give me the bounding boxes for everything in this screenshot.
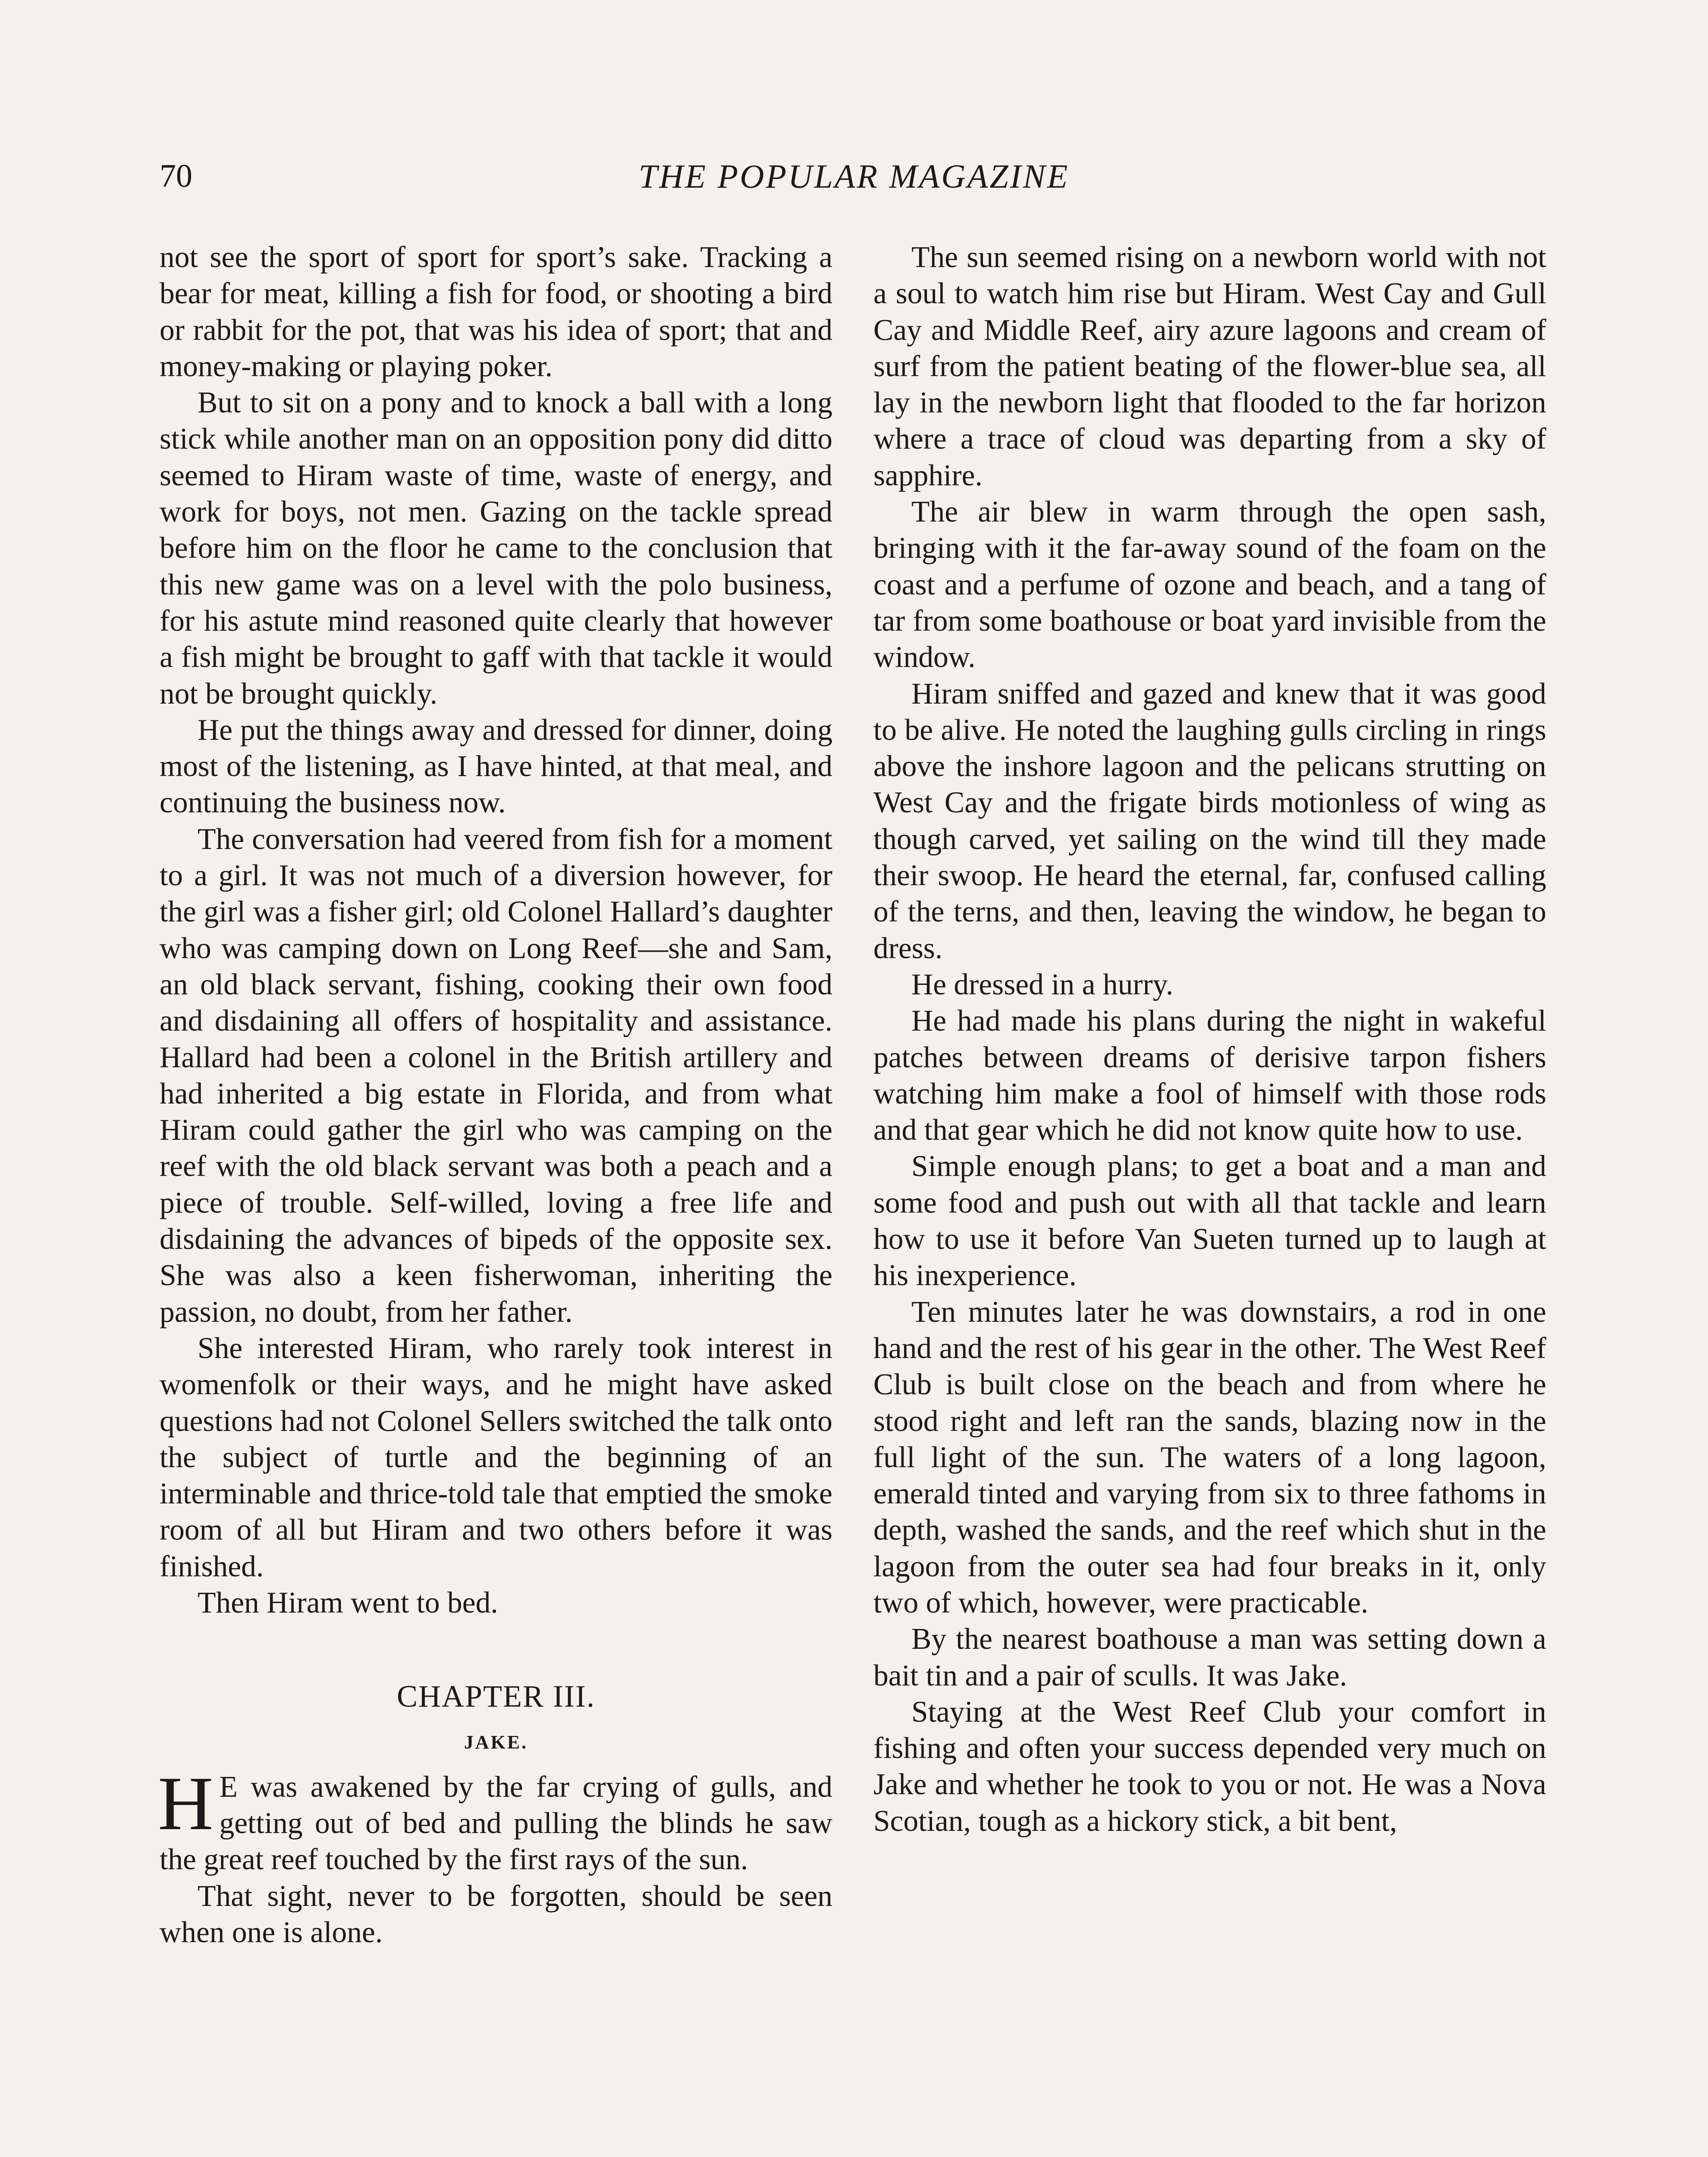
page-number: 70 — [160, 158, 192, 194]
right-column — [873, 239, 1546, 1839]
chapter-opening-paragraph — [158, 1760, 832, 1878]
chapter-heading: CHAPTER III. — [397, 1679, 595, 1714]
paragraph: By the nearest boathouse a man was setting down a bait tin and a pair of sculls. It was Jake. — [873, 1622, 1546, 1692]
paragraph: That sight, never to be forgotten, should be seen when one is alone. — [160, 1879, 832, 1949]
chapter-subheading: JAKE. — [464, 1731, 528, 1753]
paragraph: Simple enough plans; to get a boat and a man and some food and push out with all that tackle and learn how to use it before Van Sueten turned up to laugh at his inexperience. — [873, 1150, 1546, 1292]
drop-cap: H — [158, 1760, 214, 1846]
paragraph: He dressed in a hurry. — [911, 968, 1174, 1001]
paragraph: Staying at the West Reef Club your comfort in fishing and often your success depended very much on Jake and whether he took to you or not. He was a Nova Scotian, tough as a hickory stick, a bit bent, — [873, 1695, 1546, 1838]
paragraph: not see the sport of sport for sport’s sake. Tracking a bear for meat, killing a fish for food, or shooting a bird or rabbit for the pot, that was his idea of sport; that and money-making or playing poker. — [160, 241, 832, 383]
paragraph-text: E was awakened by the far crying of gulls, and getting out of bed and pulling the blinds he saw the great reef touched by the first rays of the sun. — [160, 1770, 832, 1877]
paragraph: She interested Hiram, who rarely took interest in womenfolk or their ways, and he might have asked questions had not Colonel Sellers switched the talk onto the subject of turtle and the beginning of an interminable and thrice-told tale that emptied the smoke room of all but Hiram and two others before it was finished. — [160, 1331, 832, 1583]
paragraph: The conversation had veered from fish for a moment to a girl. It was not much of a diversion however, for the girl was a fisher girl; old Colonel Hallard’s daughter who was camping down on Long Reef—she and Sam, an old black servant, fishing, cooking their own food and disdaining all offers of hospitality and assistance. Hallard had been a colonel in the British artillery and had inherited a big estate in Florida, and from what Hiram could gather the girl who was camping on the reef with the old black servant was both a peach and a piece of trouble. Self-willed, loving a free life and disdaining the advances of bipeds of the opposite sex. She was also a keen fisherwoman, inheriting the passion, no doubt, from her father. — [160, 822, 832, 1329]
paragraph: The air blew in warm through the open sash, bringing with it the far-away sound of the foam on the coast and a perfume of ozone and beach, and a tang of tar from some boathouse or boat yard invisible from the window. — [873, 495, 1546, 674]
paragraph: Ten minutes later he was downstairs, a rod in one hand and the rest of his gear in the other. The West Reef Club is built close on the beach and from where he stood right and left ran the sands, blazing now in the full light of the sun. The waters of a long lagoon, emerald tinted and varying from six to three fathoms in depth, washed the sands, and the reef which shut in the lagoon from the outer sea had four breaks in it, only two of which, however, were practicable. — [873, 1295, 1546, 1619]
left-column — [160, 239, 832, 1951]
paragraph: He had made his plans during the night in wakeful patches between dreams of derisive tarpon fishers watching him make a fool of himself with those rods and that gear which he did not know quite how to use. — [873, 1004, 1546, 1147]
paragraph: Hiram sniffed and gazed and knew that it was good to be alive. He noted the laughing gulls circling in rings above the inshore lagoon and the pelicans strutting on West Cay and the frigate birds motionless of wing as though carved, yet sailing on the wind till they made their swoop. He heard the eternal, far, confused calling of the terns, and then, leaving the window, he began to dress. — [873, 677, 1546, 965]
paragraph: Then Hiram went to bed. — [198, 1586, 498, 1619]
running-title: THE POPULAR MAGAZINE — [638, 157, 1070, 195]
paragraph: But to sit on a pony and to knock a ball with a long stick while another man on an opposition pony did ditto seemed to Hiram waste of time, waste of energy, and work for boys, not men. Gazing on the tackle spread before him on the floor he came to the conclusion that this new game was on a level with the polo business, for his astute mind reasoned quite clearly that however a fish might be brought to gaff with that tackle it would not be brought quickly. — [160, 386, 832, 711]
paragraph: He put the things away and dressed for dinner, doing most of the listening, as I have hinted, at that meal, and continuing the business now. — [160, 713, 832, 820]
paragraph: The sun seemed rising on a newborn world with not a soul to watch him rise but Hiram. West Cay and Gull Cay and Middle Reef, airy azure lagoons and cream of surf from the patient beating of the flower-blue sea, all lay in the newborn light that flooded to the far horizon where a trace of cloud was departing from a sky of sapphire. — [873, 241, 1546, 492]
